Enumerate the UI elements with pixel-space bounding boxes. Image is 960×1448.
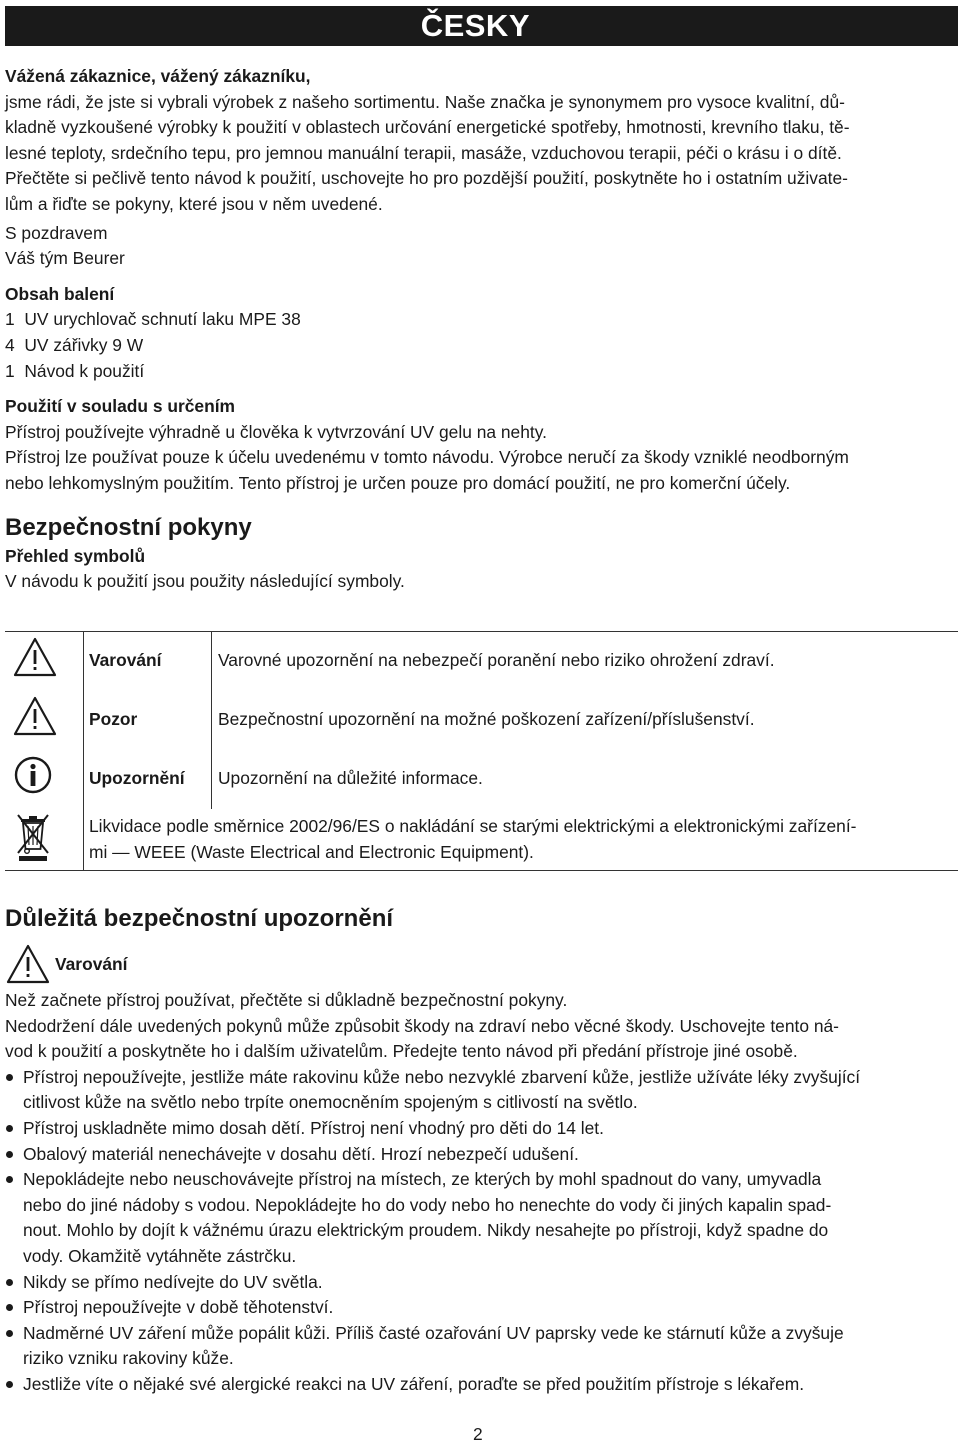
- salutation: Vážená zákaznice, vážený zákazníku,: [5, 66, 311, 86]
- bullet-line: Nikdy se přímo nedívejte do UV světla.: [23, 1271, 323, 1292]
- intended-use-line: Přístroj lze používat pouze k účelu uvedenému v tomto návodu. Výrobce neručí za škody vzniklé neodborným: [5, 447, 849, 468]
- list-item: [5, 1065, 953, 1116]
- safety-heading: Bezpečnostní pokyny: [5, 513, 252, 541]
- list-item: [5, 1270, 953, 1296]
- list-item: [5, 1295, 953, 1321]
- symbol-description: Upozornění na důležité informace.: [218, 768, 483, 789]
- signature: Váš tým Beurer: [5, 248, 125, 269]
- intro-line: lesné teploty, srdečního tepu, pro jemnou manuální terapii, masáže, vzduchovou terapii, péči o krásu i o dítě.: [5, 142, 842, 163]
- symbol-row: [5, 809, 958, 871]
- bullet-line: Nepokládejte nebo neuschovávejte přístroj na místech, ze kterých by mohl spadnout do vany, umyvadla: [23, 1169, 822, 1190]
- list-item: [5, 1372, 953, 1398]
- page-number: 2: [473, 1424, 483, 1444]
- important-line: vod k použití a poskytněte ho i dalším uživatelům. Předejte tento návod při předání přístroje jiné osobě.: [5, 1041, 798, 1062]
- important-heading: Důležitá bezpečnostní upozornění: [5, 905, 394, 932]
- symbol-row: [5, 632, 958, 691]
- bullet-line: Obalový materiál nenechávejte v dosahu dětí. Hrozí nebezpečí udušení.: [23, 1143, 579, 1164]
- bullet-line: Nadměrné UV záření může popálit kůži. Příliš časté ozařování UV paprsky vede ke stárnutí kůže a zvyšuje: [23, 1322, 844, 1343]
- symbols-table: [5, 631, 958, 871]
- intro-line: Přečtěte si pečlivě tento návod k použití, uschovejte ho pro pozdější použití, poskytněte ho i ostatním uživate-: [5, 168, 848, 189]
- intro-line: kladně vyzkoušené výrobky k použití v oblastech určování energetické spotřeby, hmotnosti, krevního tlaku, tě-: [5, 117, 850, 138]
- symbol-description: mi — WEEE (Waste Electrical and Electronic Equipment).: [89, 842, 534, 863]
- bullet-line: citlivost kůže na světlo nebo trpíte onemocněním spojeným s citlivostí na světlo.: [23, 1092, 638, 1113]
- package-item: 1 UV urychlovač schnutí laku MPE 38: [5, 309, 301, 330]
- bullet-line: nout. Mohlo by dojít k vážnému úrazu elektrickým proudem. Nikdy nesahejte po přístroji, když spadne do: [23, 1220, 829, 1241]
- intended-use-heading: Použití v souladu s určením: [5, 396, 235, 417]
- warning-label: Varování: [55, 954, 128, 975]
- intended-use-line: Přístroj používejte výhradně u člověka k vytvrzování UV gelu na nehty.: [5, 421, 547, 442]
- symbol-description: Varovné upozornění na nebezpečí poranění nebo riziko ohrožení zdraví.: [218, 650, 775, 671]
- list-item: [5, 1167, 953, 1269]
- intro-line: lům a řiďte se pokyny, které jsou v něm uvedené.: [5, 193, 383, 214]
- symbol-label: Pozor: [84, 691, 212, 750]
- symbol-row: [5, 691, 958, 750]
- package-heading: Obsah balení: [5, 283, 115, 304]
- warning-triangle-icon: [13, 637, 57, 677]
- symbol-description: Bezpečnostní upozornění na možné poškození zařízení/příslušenství.: [218, 709, 755, 730]
- language-header-bar: [5, 6, 958, 46]
- bullet-line: Jestliže víte o nějaké své alergické reakci na UV záření, poraďte se před použitím přístroje s lékařem.: [23, 1373, 805, 1394]
- symbol-description: Likvidace podle směrnice 2002/96/ES o nakládání se starými elektrickými a elektronickými zařízení-: [89, 816, 857, 837]
- intro-line: jsme rádi, že jste si vybrali výrobek z našeho sortimentu. Naše značka je synonymem pro vysoce kvalitní, dů-: [5, 91, 845, 112]
- warning-callout: [5, 944, 953, 984]
- symbols-subheading: Přehled symbolů: [5, 545, 146, 566]
- warning-triangle-icon: [13, 696, 57, 736]
- important-section: [5, 904, 953, 1398]
- info-icon: [13, 755, 53, 795]
- list-item: [5, 1116, 953, 1142]
- important-line: Nedodržení dále uvedených pokynů může způsobit škody na zdraví nebo věcné škody. Uschovejte tento ná-: [5, 1015, 839, 1036]
- warning-triangle-icon: [6, 944, 50, 984]
- language-title: ČESKY: [420, 8, 530, 43]
- greeting: S pozdravem: [5, 222, 108, 243]
- symbols-intro: V návodu k použití jsou použity následující symboly.: [5, 571, 405, 592]
- symbol-label: Varování: [84, 632, 212, 691]
- intended-use-line: nebo lehkomyslným použitím. Tento přístroj je určen pouze pro domácí použití, ne pro komerční účely.: [5, 472, 791, 493]
- weee-bin-icon: [13, 809, 53, 863]
- important-line: Než začnete přístroj používat, přečtěte si důkladně bezpečnostní pokyny.: [5, 990, 568, 1010]
- package-item: 4 UV zářivky 9 W: [5, 334, 144, 355]
- bullet-line: nebo do jiné nádoby s vodou. Nepokládejte ho do vody nebo ho nenechte do vody či jiných kapalin spad-: [23, 1194, 832, 1215]
- document-body: [5, 64, 953, 595]
- bullet-line: Přístroj nepoužívejte v době těhotenství.: [23, 1297, 334, 1318]
- bullet-line: Přístroj nepoužívejte, jestliže máte rakovinu kůže nebo nezvyklé zbarvení kůže, jestliže užíváte léky zvyšující: [23, 1066, 861, 1087]
- bullet-line: Přístroj uskladněte mimo dosah dětí. Přístroj není vhodný pro děti do 14 let.: [23, 1117, 604, 1138]
- list-item: [5, 1142, 953, 1168]
- package-item: 1 Návod k použití: [5, 360, 145, 381]
- list-item: [5, 1321, 953, 1372]
- symbol-label: Upozornění: [84, 750, 212, 809]
- bullet-line: vody. Okamžitě vytáhněte zástrčku.: [23, 1245, 297, 1266]
- safety-bullet-list: [5, 1065, 953, 1398]
- symbol-row: [5, 750, 958, 809]
- bullet-line: riziko vzniku rakoviny kůže.: [23, 1348, 234, 1369]
